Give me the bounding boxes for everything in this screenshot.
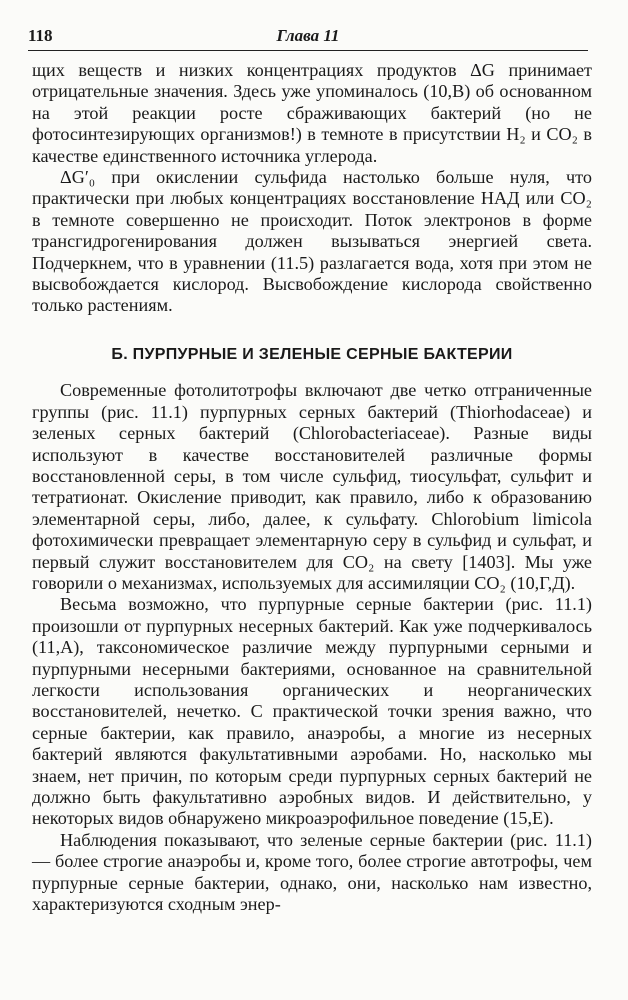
- running-header: [28, 26, 588, 51]
- paragraph-delta-g: ΔG′₀ при окислении сульфида настолько больше нуля, что практически при любых концентрациях восстановление НАД или CO₂ в темноте совершенно не происходит. Поток электронов в форме трансгидрогенирования должен вызываться энергией света. Подчеркнем, что в уравнении (11.5) разлагается вода, хотя при этом не высвобождается кислород. Высвобождение кислорода свойственно только растениям.: [32, 167, 592, 316]
- section-heading: Б. ПУРПУРНЫЕ И ЗЕЛЕНЫЕ СЕРНЫЕ БАКТЕРИИ: [111, 345, 513, 363]
- paragraph-continuation: щих веществ и низких концентрациях продуктов ΔG принимает отрицательные значения. Здесь уже упоминалось (10,В) об основанном на этой реакции росте сбраживающих бактерий (но не фотосинтезирующих организмов!) в темноте в присутствии H₂ и CO₂ в качестве единственного источника углерода.: [32, 60, 592, 166]
- chapter-title: Глава 11: [276, 26, 340, 45]
- page-body: [32, 60, 592, 915]
- paragraph-photolithotrophs: Современные фотолитотрофы включают две четко отграниченные группы (рис. 11.1) пурпурных серных бактерий (Thiorhodaceae) и зеленых серных бактерий (Chlorobacteriaceae). Разные виды используют в качестве восстановителей различные формы восстановленной серы, в том числе сульфид, тиосульфат, сульфит и тетратионат. Окисление приводит, как правило, либо к образованию элементарной серы, либо, далее, к сульфату. Chlorobium limicola фотохимически превращает элементарную серу в сульфид и сульфат, и первый служит восстановителем для CO₂ на свету [1403]. Мы уже говорили о механизмах, используемых для ассимиляции CO₂ (10,Г,Д).: [32, 380, 592, 593]
- page-number: 118: [28, 26, 53, 45]
- paragraph-green-sulfur: Наблюдения показывают, что зеленые серные бактерии (рис. 11.1) — более строгие анаэробы и, кроме того, более строгие автотрофы, чем пурпурные серные бактерии, однако, они, насколько нам известно, характеризуются сходным энер-: [32, 829, 592, 915]
- paragraph-purple-sulfur-origin: Весьма возможно, что пурпурные серные бактерии (рис. 11.1) произошли от пурпурных несерных бактерий. Как уже подчеркивалось (11,А), таксономическое различие между пурпурными серными и пурпурными несерными бактериями, основанное на сравнительной легкости использования органических и неорганических восстановителей, нечетко. С практической точки зрения важно, что серные бактерии, как правило, анаэробы, а многие из несерных бактерий являются факультативными аэробами. Но, насколько мы знаем, нет причин, по которым среди пурпурных серных бактерий не должно быть факультативно аэробных видов. И действительно, у некоторых видов обнаружено микроаэрофильное поведение (15,Е).: [32, 594, 592, 829]
